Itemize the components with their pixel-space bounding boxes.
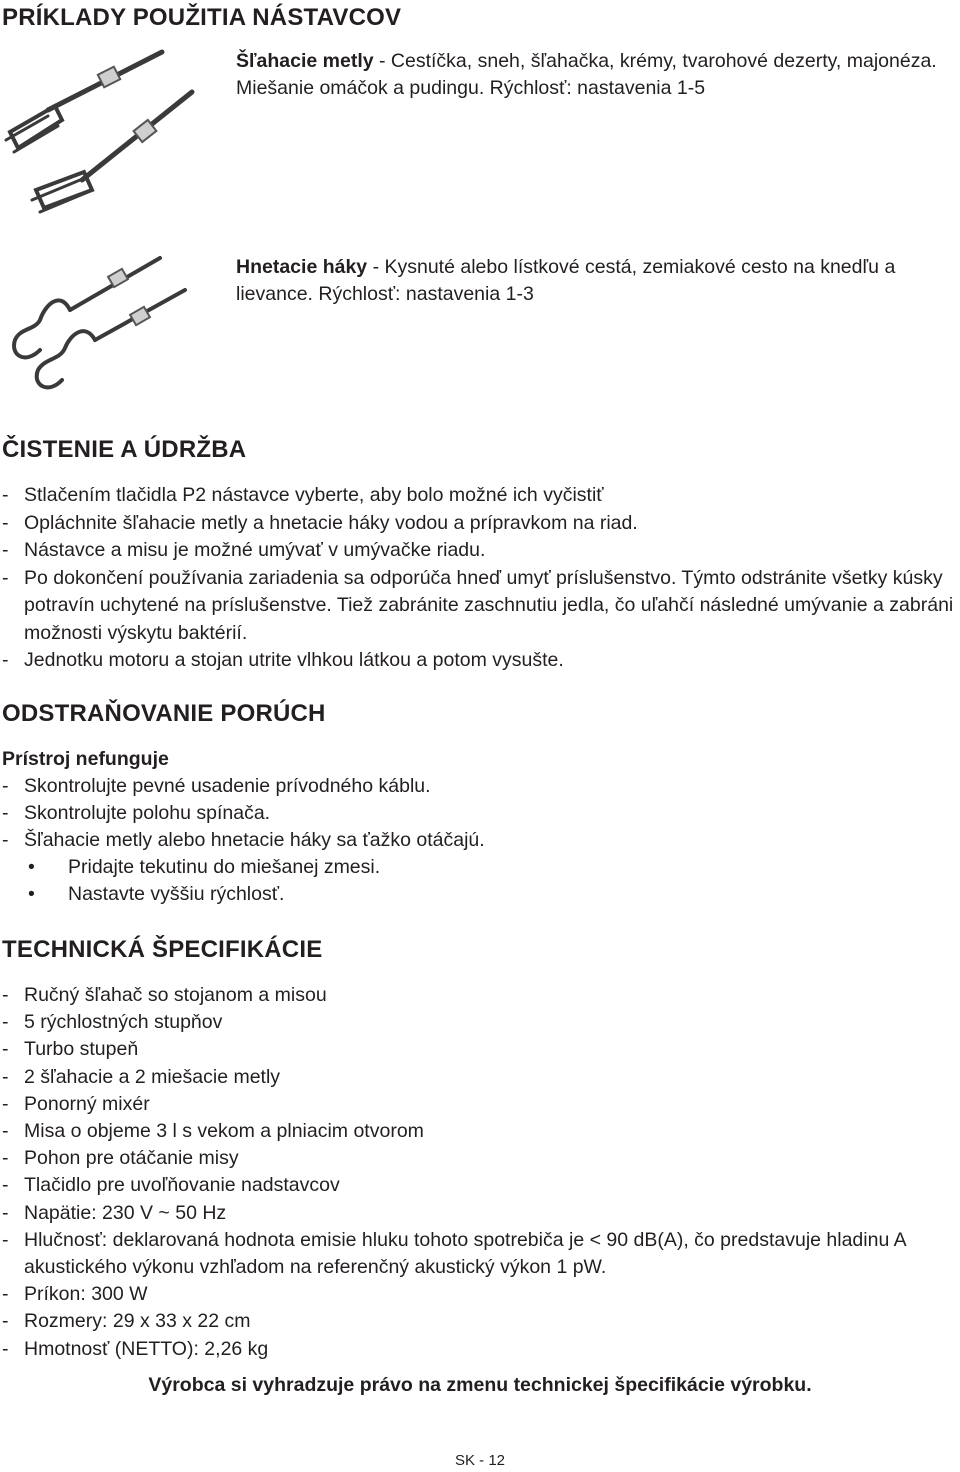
hooks-description (236, 254, 956, 308)
list-item: - Hlučnosť: deklarovaná hodnota emisie hluku tohoto spotrebiča je < 90 dB(A), čo predstavuje hladinu A akustického výkonu vzhľadom na referenčný akustický výkon 1 pW. (2, 1228, 906, 1279)
heading-specs: TECHNICKÁ ŠPECIFIKÁCIE (2, 936, 323, 963)
list-item: - Po dokončení používania zariadenia sa odporúča hneď umyť príslušenstvo. Týmto odstránite všetky kúsky potravín uchytené na príslušenstve. Tiež zabránite zaschnutiu jedla, čo uľahčí následné umývanie a zabráni možnosti výskytu baktérií. (2, 566, 954, 644)
troubleshooting-subheading: Prístroj nefunguje (2, 748, 169, 770)
list-item: - Tlačidlo pre uvoľňovanie nadstavcov (2, 1174, 340, 1197)
heading-attachments: PRÍKLADY POUŽITIA NÁSTAVCOV (2, 4, 402, 31)
list-item: • Pridajte tekutinu do miešanej zmesi. (28, 856, 381, 878)
heading-cleaning: ČISTENIE A ÚDRŽBA (2, 436, 247, 463)
troubleshooting-bullets (28, 854, 380, 908)
list-item: - Nástavce a misu je možné umývať v umývačke riadu. (2, 539, 486, 561)
list-item: - Pohon pre otáčanie misy (2, 1147, 239, 1170)
list-item: - Skontrolujte pevné usadenie prívodného káblu. (2, 775, 431, 797)
specification-change-notice: Výrobca si vyhradzuje právo na zmenu technickej špecifikácie výrobku. (148, 1374, 812, 1396)
cleaning-list (2, 482, 957, 675)
list-item: - Šľahacie metly alebo hnetacie háky sa ťažko otáčajú. (2, 829, 485, 851)
list-item: - Misa o objeme 3 l s vekom a plniacim otvorom (2, 1120, 424, 1143)
list-item: - Príkon: 300 W (2, 1283, 148, 1306)
list-item: - Hmotnosť (NETTO): 2,26 kg (2, 1337, 269, 1360)
specs-list (2, 982, 957, 1363)
list-item: - Ručný šľahač so stojanom a misou (2, 984, 327, 1006)
list-item: - Napätie: 230 V ~ 50 Hz (2, 1201, 227, 1224)
list-item: - Rozmery: 29 x 33 x 22 cm (2, 1310, 251, 1333)
page-number: SK - 12 (454, 1452, 506, 1469)
list-item: - Stlačením tlačidla P2 nástavce vyberte, aby bolo možné ich vyčistiť (2, 484, 604, 506)
hooks-text: - Kysnuté alebo lístkové cestá, zemiakové cesto na knedľu a lievance. Rýchlosť: nastavenia 1-3 (236, 256, 896, 305)
troubleshooting-list (2, 773, 957, 854)
whisks-description (236, 48, 956, 102)
list-item: • Nastavte vyššiu rýchlosť. (28, 883, 285, 905)
whisks-name: Šľahacie metly (236, 50, 374, 72)
list-item: - Ponorný mixér (2, 1092, 150, 1115)
list-item: - 2 šľahacie a 2 miešacie metly (2, 1065, 281, 1088)
heading-troubleshooting: ODSTRAŇOVANIE PORÚCH (2, 700, 326, 727)
whisks-illustration (0, 40, 230, 250)
list-item: - Skontrolujte polohu spínača. (2, 802, 271, 824)
list-item: - 5 rýchlostných stupňov (2, 1011, 223, 1034)
list-item: - Turbo stupeň (2, 1038, 139, 1061)
hooks-illustration (0, 250, 200, 410)
list-item: - Opláchnite šľahacie metly a hnetacie háky vodou a prípravkom na riad. (2, 511, 638, 534)
whisks-text: - Cestíčka, sneh, šľahačka, krémy, tvarohové dezerty, majonéza. Miešanie omáčok a pudingu. Rýchlosť: nastavenia 1-5 (236, 50, 937, 99)
hooks-name: Hnetacie háky (236, 256, 368, 278)
list-item: - Jednotku motoru a stojan utrite vlhkou látkou a potom vysušte. (2, 649, 564, 671)
